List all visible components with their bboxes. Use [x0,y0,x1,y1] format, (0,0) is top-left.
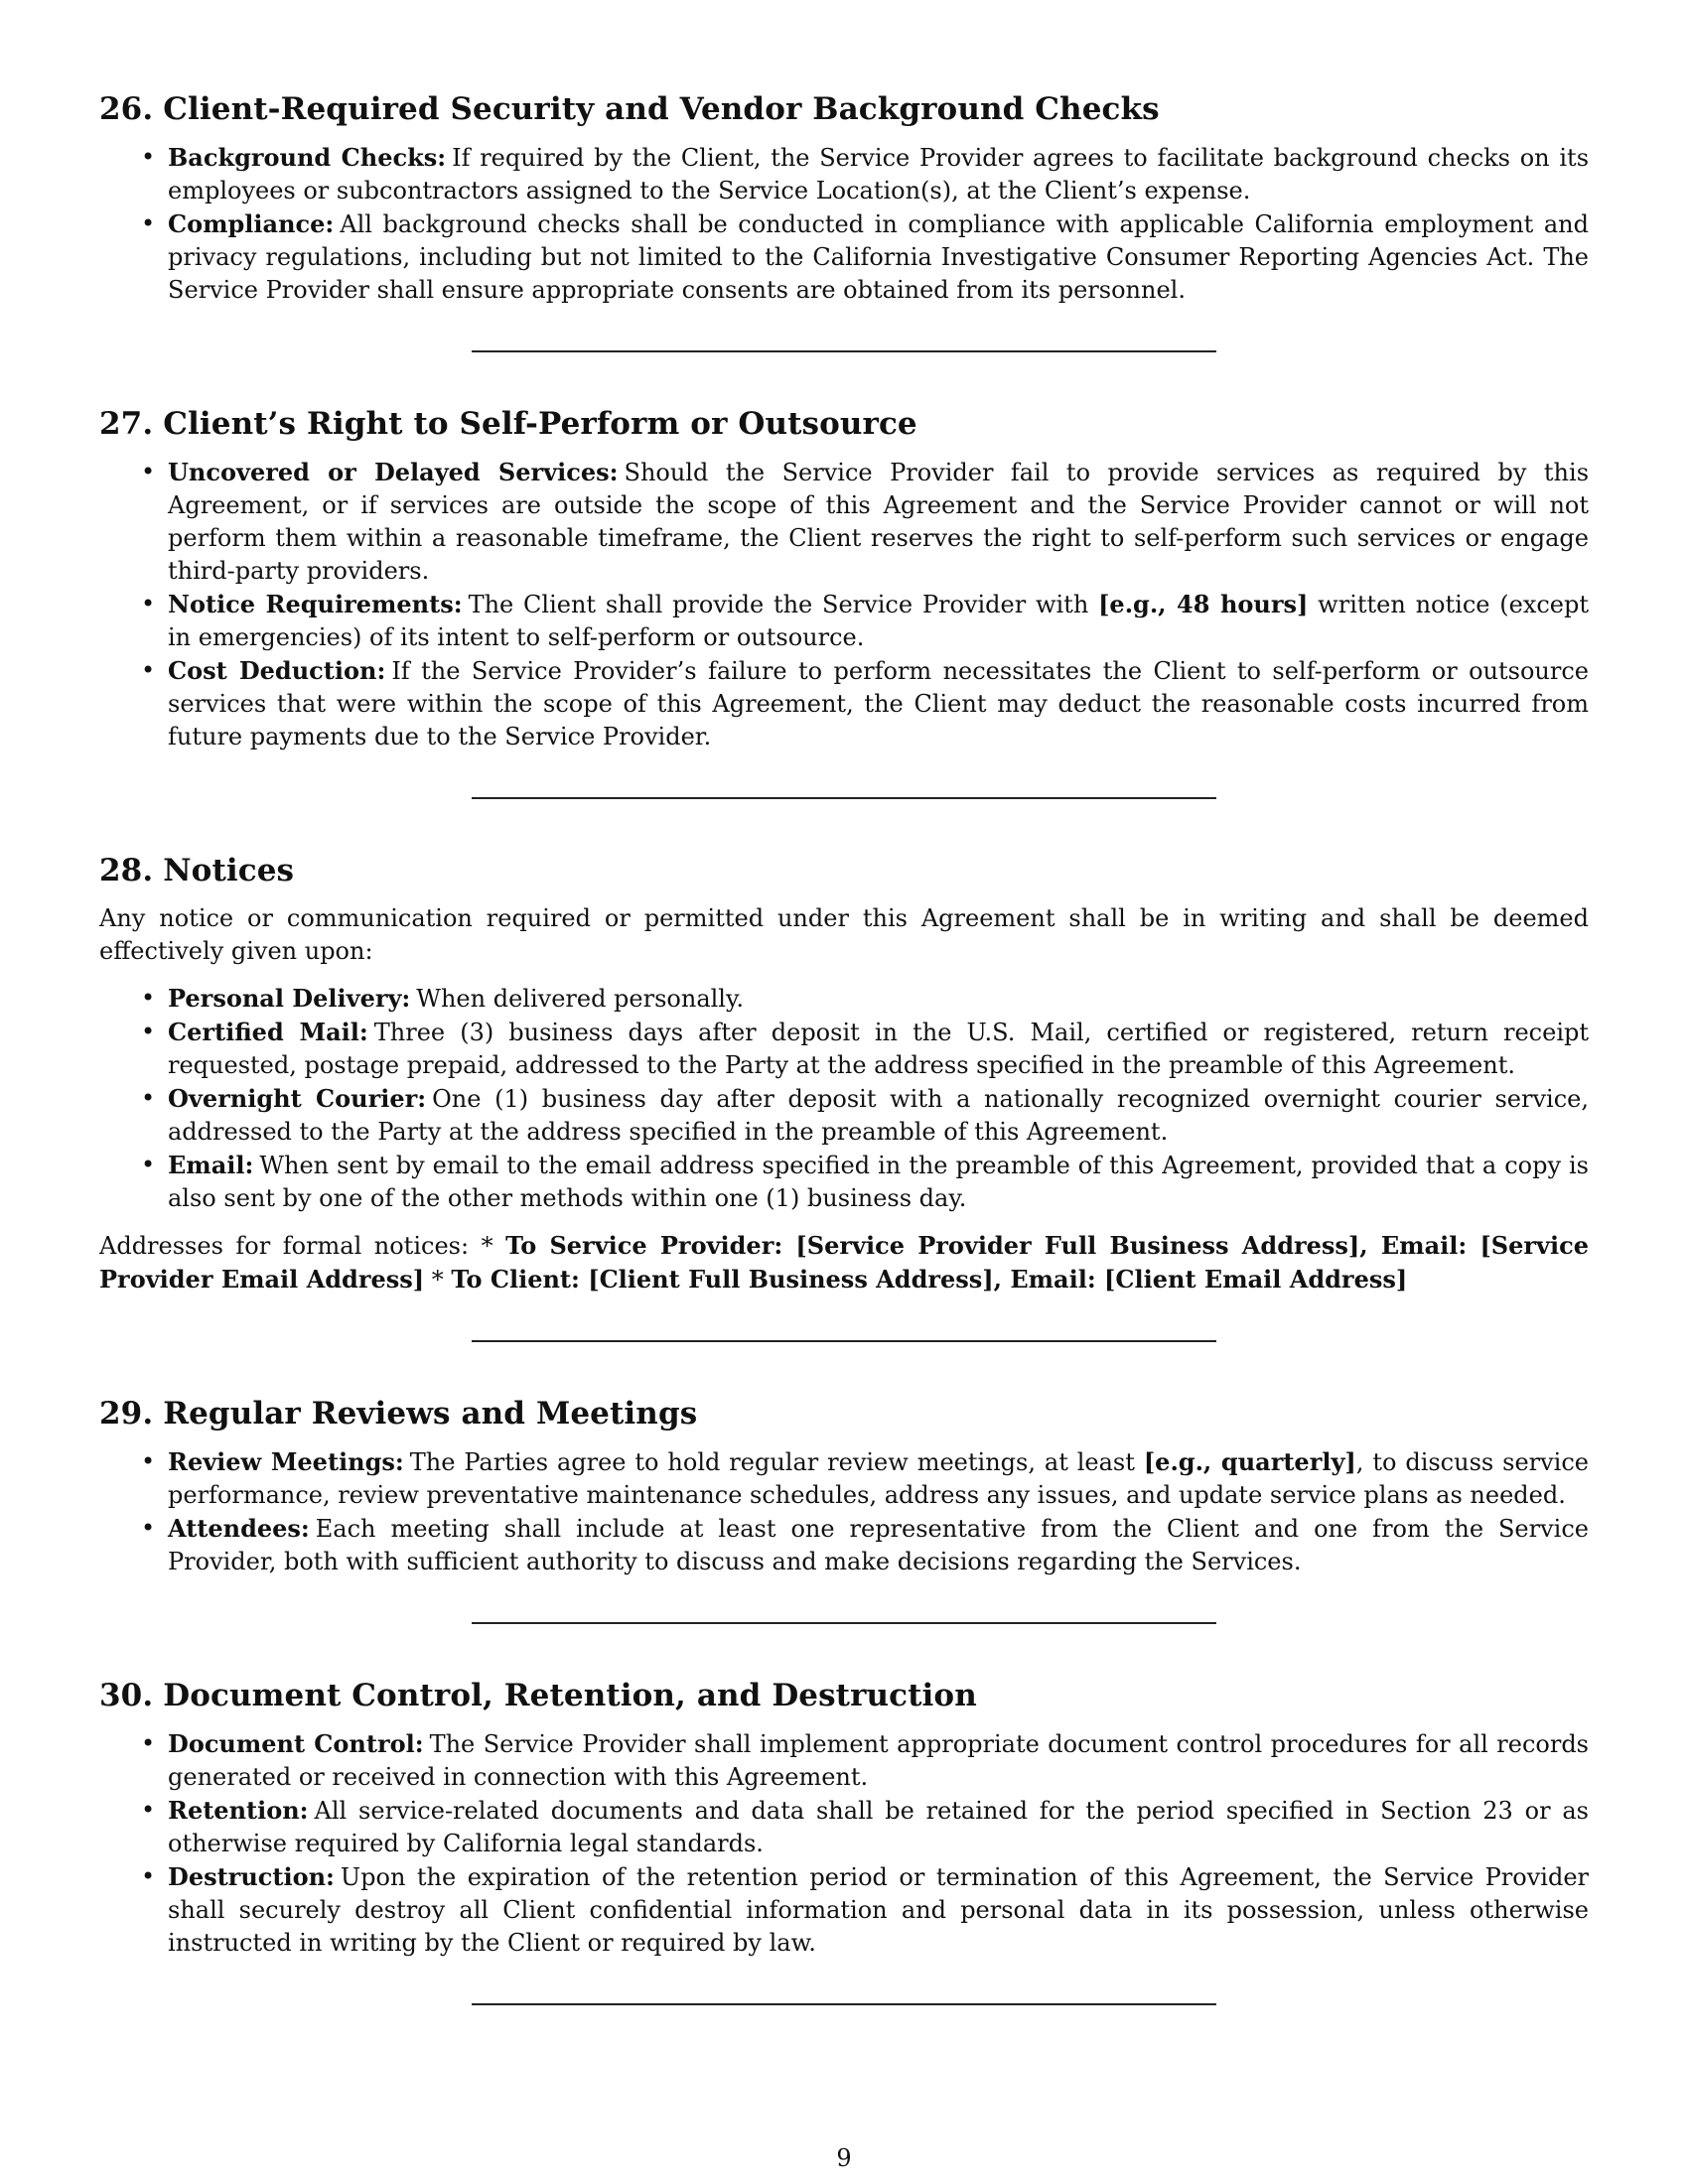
section-30 [99,1678,1589,1960]
bullet-list [99,141,1589,307]
section-27 [99,406,1589,753]
section-heading: 29. Regular Reviews and Meetings [99,1396,698,1432]
bullet-list [99,1445,1589,1578]
section-divider [472,350,1216,352]
section-divider [472,1622,1216,1624]
section-heading: 30. Document Control, Retention, and Destruction [99,1678,977,1713]
page-number: 9 [836,2144,852,2172]
section-divider [472,797,1216,799]
section-heading: 28. Notices [99,853,295,888]
list-item: • Notice Requirements: The Client shall provide the Service Provider with [e.g., 48 hours] written notice (except in emergencies) of its intent to self-perform or outsource. [141,590,1590,651]
list-item: • Certified Mail: Three (3) business days after deposit in the U.S. Mail, certified or registered, return receipt requested, postage prepaid, addressed to the Party at the address specified in the preamble of this Agreement. [141,1018,1589,1079]
section-heading: 26. Client-Required Security and Vendor Background Checks [99,91,1160,127]
bullet-list [99,982,1589,1215]
list-item: • Destruction: Upon the expiration of the retention period or termination of this Agreement, the Service Provider shall securely destroy all Client confidential information and personal data in its possession, unless otherwise instructed in writing by the Client or required by law. [141,1862,1589,1957]
list-item: • Email: When sent by email to the email address specified in the preamble of this Agreement, provided that a copy is also sent by one of the other methods within one (1) business day. [141,1151,1589,1212]
list-item: • Cost Deduction: If the Service Provider’s failure to perform necessitates the Client to self-perform or outsource services that were within the scope of this Agreement, the Client may deduct the reasonable costs incurred from future payments due to the Service Provider. [141,656,1589,751]
section-divider [472,2003,1216,2005]
bullet-list [99,456,1589,753]
notice-addresses: Addresses for formal notices: * To Service Provider: [Service Provider Full Business Address], Email: [Service Provider Email Address] * To Client: [Client Full Business Address], Email: [Client Email Address] [99,1231,1590,1294]
list-item: • Background Checks: If required by the Client, the Service Provider agrees to facilitate background checks on its employees or subcontractors assigned to the Service Location(s), at the Client’s expense. [141,143,1590,205]
section-heading: 27. Client’s Right to Self-Perform or Outsource [99,406,917,442]
notices-intro: Any notice or communication required or permitted under this Agreement shall be in writing and shall be deemed effectively given upon: [99,904,1589,965]
list-item: • Document Control: The Service Provider shall implement appropriate document control procedures for all records generated or received in connection with this Agreement. [141,1729,1589,1791]
section-divider [472,1340,1216,1342]
list-item: • Uncovered or Delayed Services: Should the Service Provider fail to provide services as required by this Agreement, or if services are outside the scope of this Agreement and the Service Provider cannot or will not perform them within a reasonable timeframe, the Client reserves the right to self-perform such services or engage third-party providers. [141,458,1590,585]
list-item: • Compliance: All background checks shall be conducted in compliance with applicable California employment and privacy regulations, including but not limited to the California Investigative Consumer Reporting Agencies Act. The Service Provider shall ensure appropriate consents are obtained from its personnel. [141,209,1589,304]
list-item: • Attendees: Each meeting shall include at least one representative from the Client and one from the Service Provider, both with sufficient authority to discuss and make decisions regarding the Services. [141,1514,1589,1575]
section-29 [99,1396,1589,1578]
list-item: • Overnight Courier: One (1) business day after deposit with a nationally recognized overnight courier service, addressed to the Party at the address specified in the preamble of this Agreement. [141,1084,1589,1146]
document-page [99,91,1589,2059]
section-26 [99,91,1589,307]
section-28 [99,853,1589,1297]
list-item: • Personal Delivery: When delivered personally. [141,984,744,1013]
bullet-list [99,1727,1589,1960]
list-item: • Retention: All service-related documents and data shall be retained for the period specified in Section 23 or as otherwise required by California legal standards. [141,1796,1589,1857]
list-item: • Review Meetings: The Parties agree to hold regular review meetings, at least [e.g., quarterly], to discuss service performance, review preventative maintenance schedules, address any issues, and update service plans as needed. [141,1447,1590,1509]
